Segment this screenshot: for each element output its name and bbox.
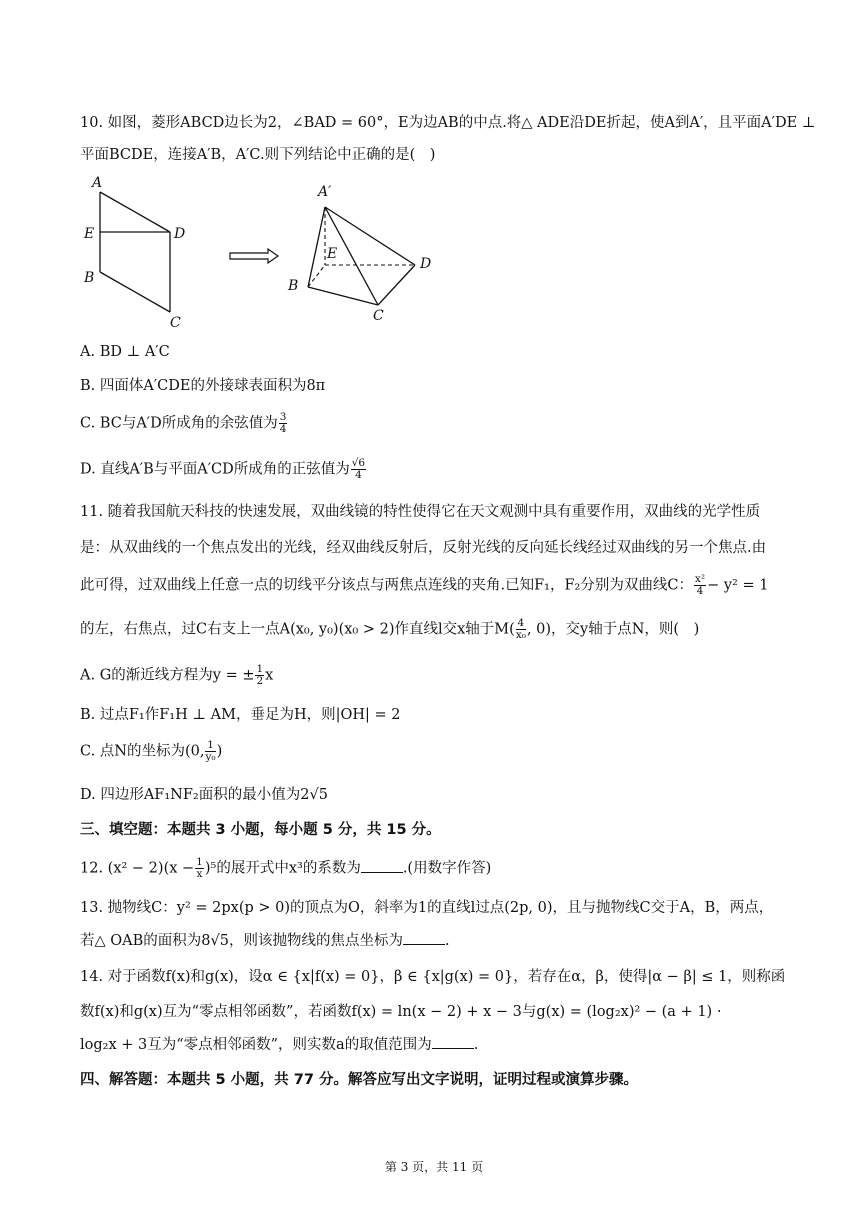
q10-option-d-text: D. 直线A′B与平面A′CD所成角的正弦值为 (80, 461, 350, 478)
label-C-prime: C (373, 308, 384, 324)
q13-answer-blank[interactable] (403, 932, 445, 945)
label-A: A (92, 175, 103, 191)
q11-option-b: B. 过点F₁作F₁H ⊥ AM，垂足为H，则|OH| = 2 (80, 707, 401, 723)
q10-option-c (80, 412, 288, 435)
q11-option-a (80, 664, 273, 687)
q12-text-2: )⁵的展开式中x³的系数为 (204, 860, 361, 877)
q13-line1: 13. 抛物线C：y² = 2px(p > 0)的顶点为O，斜率为1的直线l过点(2p, 0)，且与抛物线C交于A，B，两点， (80, 900, 774, 916)
q14-line2: 数f(x)和g(x)互为“零点相邻函数”，若函数f(x) = ln(x − 2) + x − 3与g(x) = (log₂x)² − (a + 1) · (80, 1004, 722, 1020)
q14-line1: 14. 对于函数f(x)和g(x)，设α ∈ {x|f(x) = 0}，β ∈ {x|g(x) = 0}，若存在α，β，使得|α − β| ≤ 1，则称函 (80, 969, 786, 985)
q11-line4-text: 的左，右焦点，过C右支上一点A(x₀, y₀)(x₀ > 2)作直线l交x轴于M( (80, 621, 515, 638)
q13-tail: . (444, 933, 450, 949)
q10-line1: 10. 如图，菱形ABCD边长为2，∠BAD = 60°，E为边AB的中点.将△ ADE沿DE折起，使A到A′，且平面A′DE ⊥ (80, 115, 816, 131)
label-A-prime: A′ (318, 184, 332, 200)
label-B: B (84, 270, 95, 286)
q11-option-d: D. 四边形AF₁NF₂面积的最小值为2√5 (80, 787, 328, 803)
q14-line3 (80, 1035, 478, 1055)
q11-m-fraction: $\frac{4}{\text{x₀}}$ (515, 617, 526, 641)
rhombus-figure (100, 192, 170, 312)
tetrahedron-figure (308, 207, 415, 305)
label-E: E (84, 226, 95, 242)
q12-tail: .(用数字作答) (402, 860, 492, 877)
q10-option-b: B. 四面体A′CDE的外接球表面积为8π (80, 378, 326, 394)
q11-option-a-tail: x (265, 667, 274, 684)
q11-option-c-text: C. 点N的坐标为(0, (80, 743, 205, 760)
q14-tail: . (473, 1037, 479, 1053)
q10-option-c-fraction: $\frac{3}{4}$ (279, 411, 287, 435)
section-3-heading: 三、填空题：本题共 3 小题，每小题 5 分，共 15 分。 (80, 822, 441, 838)
q11-line2: 是：从双曲线的一个焦点发出的光线，经双曲线反射后，反射光线的反向延长线经过双曲线的另一个焦点.由 (80, 540, 767, 556)
q11-option-c-fraction: $\frac{1}{\text{y₀}}$ (205, 739, 216, 763)
q11-option-a-fraction: $\frac{1}{2}$ (256, 663, 264, 687)
q11-line4-tail: , 0)，交y轴于点N，则( ) (526, 621, 700, 638)
q11-line3-text: 此可得，过双曲线上任意一点的切线平分该点与两焦点连线的夹角.已知F₁，F₂分别为双曲线C： (80, 577, 693, 594)
q13-line2-text: 若△ OAB的面积为8√5，则该抛物线的焦点坐标为 (80, 933, 403, 949)
label-C: C (170, 315, 181, 331)
q11-option-a-text: A. G的渐近线方程为y = ± (80, 667, 255, 684)
q11-line4 (80, 618, 699, 641)
q12-fraction: $\frac{1}{x}$ (196, 856, 203, 880)
q11-line1: 11. 随着我国航天科技的快速发展，双曲线镜的特性使得它在天文观测中具有重要作用，双曲线的光学性质 (80, 504, 761, 520)
q11-line3-tail: − y² = 1 (707, 577, 769, 594)
q11-option-c (80, 740, 222, 763)
label-E-prime: E (327, 246, 338, 262)
label-D: D (174, 226, 186, 242)
q11-option-c-tail: ) (216, 743, 223, 760)
q11-line3 (80, 574, 768, 597)
q10-option-d-fraction: $\frac{√6}{4}$ (351, 457, 366, 481)
q10-figure (80, 172, 450, 332)
q13-line2 (80, 931, 450, 951)
q12-text: 12. (x² − 2)(x − (80, 860, 195, 877)
q12-answer-blank[interactable] (361, 860, 403, 873)
label-D-prime: D (420, 256, 432, 272)
q11-hyperbola-fraction: $\frac{\text{x²}}{4}$ (694, 573, 706, 597)
q10-line2: 平面BCDE，连接A′B，A′C.则下列结论中正确的是( ) (80, 147, 436, 163)
fold-arrow-icon (230, 249, 278, 263)
label-B-prime: B (288, 278, 299, 294)
q10-option-a: A. BD ⊥ A′C (80, 344, 170, 360)
q10-option-c-text: C. BC与A′D所成角的余弦值为 (80, 415, 278, 432)
q10-option-d (80, 458, 367, 481)
q14-answer-blank[interactable] (432, 1036, 474, 1049)
page-footer: 第 3 页，共 11 页 (384, 1160, 484, 1174)
q14-line3-text: log₂x + 3互为“零点相邻函数”，则实数a的取值范围为 (80, 1037, 432, 1053)
q12 (80, 857, 491, 880)
section-4-heading: 四、解答题：本题共 5 小题，共 77 分。解答应写出文字说明，证明过程或演算步骤。 (80, 1072, 638, 1088)
